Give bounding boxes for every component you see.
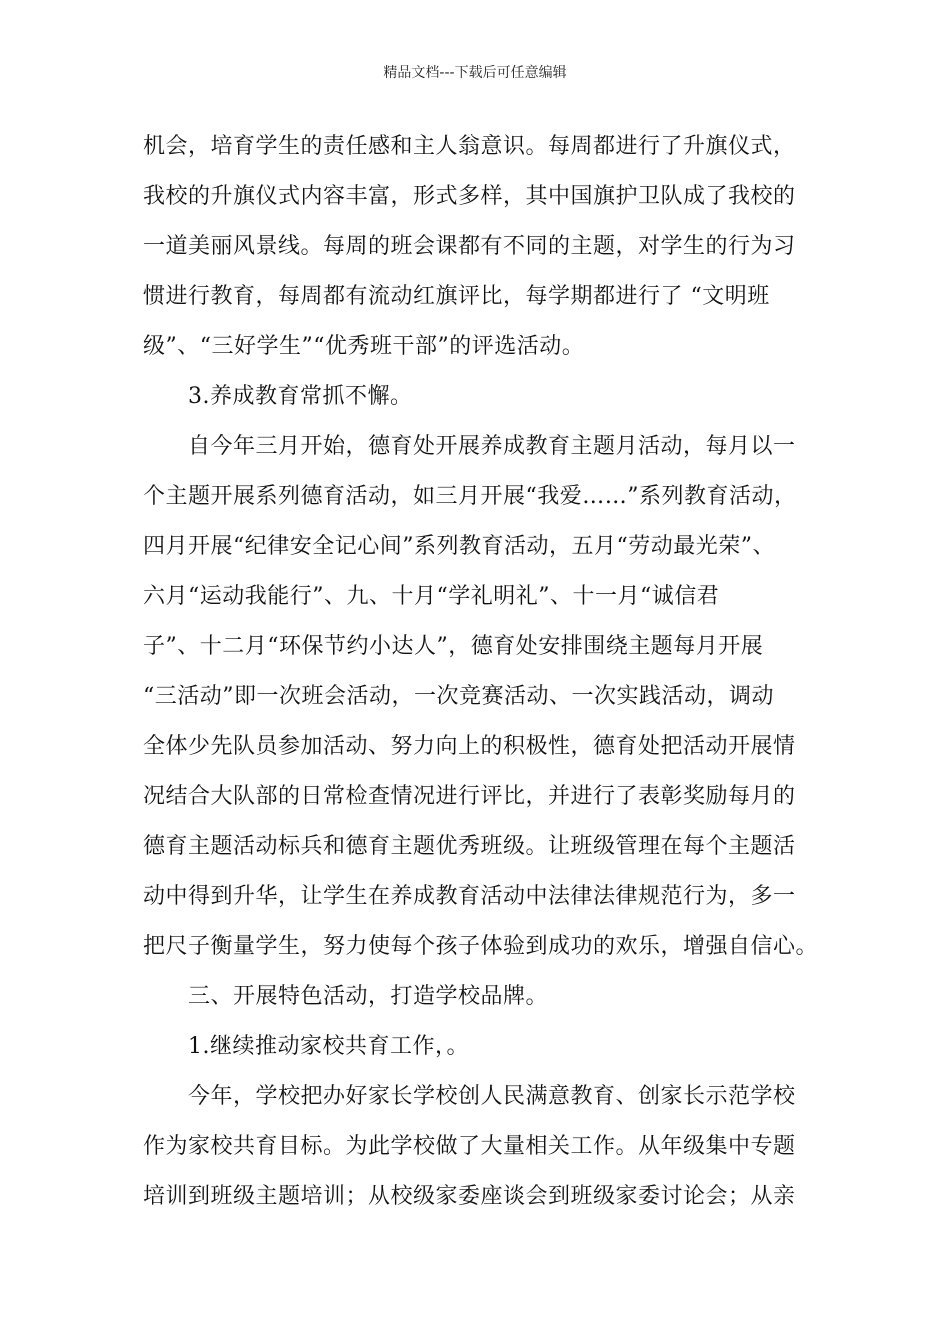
document-body bbox=[143, 128, 823, 1228]
section-heading: 3.养成教育常抓不懈。 bbox=[188, 384, 413, 409]
text-line: “三活动”即一次班会活动，一次竞赛活动、一次实践活动，调动 bbox=[143, 684, 774, 709]
text-line: 自今年三月开始，德育处开展养成教育主题月活动，每月以一 bbox=[188, 434, 796, 459]
text-line: 六月“运动我能行”、九、十月“学礼明礼”、十一月“诚信君 bbox=[143, 584, 720, 609]
text-line: 我校的升旗仪式内容丰富，形式多样，其中国旗护卫队成了我校的 bbox=[143, 184, 796, 209]
page-header: 精品文档---下载后可任意编辑 bbox=[383, 65, 567, 81]
section-heading: 三、开展特色活动，打造学校品牌。 bbox=[188, 984, 549, 1009]
section-heading: 1.继续推动家校共育工作，。 bbox=[188, 1034, 469, 1059]
text-line: 培训到班级主题培训；从校级家委座谈会到班级家委讨论会；从亲 bbox=[143, 1184, 796, 1209]
text-line: 动中得到升华，让学生在养成教育活动中法律法律规范行为，多一 bbox=[143, 884, 796, 909]
text-line: 机会，培育学生的责任感和主人翁意识。每周都进行了升旗仪式， bbox=[143, 134, 796, 159]
text-line: 作为家校共育目标。为此学校做了大量相关工作。从年级集中专题 bbox=[143, 1134, 796, 1159]
text-line: 全体少先队员参加活动、努力向上的积极性，德育处把活动开展情 bbox=[143, 734, 796, 759]
text-line: 惯进行教育，每周都有流动红旗评比，每学期都进行了 “文明班 bbox=[143, 284, 770, 309]
text-line: 今年，学校把办好家长学校创人民满意教育、创家长示范学校 bbox=[188, 1084, 796, 1109]
text-line: 况结合大队部的日常检查情况进行评比，并进行了表彰奖励每月的 bbox=[143, 784, 796, 809]
text-line: 德育主题活动标兵和德育主题优秀班级。让班级管理在每个主题活 bbox=[143, 834, 796, 859]
text-line: 级”、“三好学生”“优秀班干部”的评选活动。 bbox=[143, 334, 585, 359]
text-line: 子”、十二月“环保节约小达人”，德育处安排围绕主题每月开展 bbox=[143, 634, 764, 659]
text-line: 个主题开展系列德育活动，如三月开展“我爱……”系列教育活动， bbox=[143, 484, 797, 509]
text-line: 一道美丽风景线。每周的班会课都有不同的主题，对学生的行为习 bbox=[143, 234, 796, 259]
text-line: 把尺子衡量学生，努力使每个孩子体验到成功的欢乐，增强自信心。 bbox=[143, 934, 819, 959]
text-line: 四月开展“纪律安全记心间”系列教育活动，五月“劳动最光荣”、 bbox=[143, 534, 775, 559]
